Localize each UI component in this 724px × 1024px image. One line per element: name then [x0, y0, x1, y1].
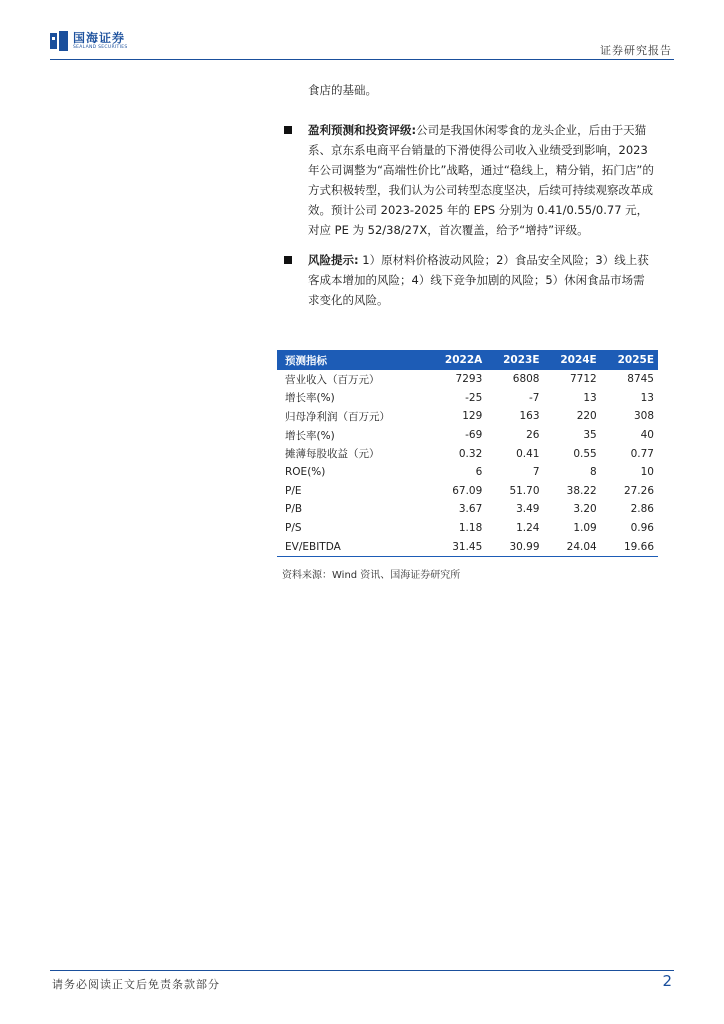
- sealand-logo: [50, 30, 128, 52]
- risk-text: 1）原材料价格波动风险；2）食品安全风险；3）线上获客成本增加的风险；4）线下竞争加剧的风险；5）休闲食品市场需求变化的风险。: [308, 253, 649, 307]
- table-cell: 308: [633, 410, 654, 423]
- table-row: [277, 500, 658, 519]
- table-row: [277, 537, 658, 556]
- table-cell: 7293: [455, 373, 483, 386]
- table-cell: ROE(%): [285, 466, 326, 479]
- table-cell: 26: [526, 429, 540, 442]
- table-cell: 2.86: [630, 503, 654, 516]
- table-header-cell: 2025E: [601, 350, 658, 370]
- risk-paragraph: [308, 250, 656, 310]
- logo-chinese-name: 国海证券: [73, 30, 126, 45]
- table-cell: 归母净利润（百万元）: [285, 410, 390, 423]
- table-cell: 8745: [627, 373, 654, 386]
- table-cell: 6: [475, 466, 483, 479]
- table-cell: 10: [640, 466, 654, 479]
- table-cell: 3.67: [458, 503, 483, 516]
- table-cell: 7: [532, 466, 540, 479]
- table-row: [277, 426, 658, 445]
- table-cell: 27.26: [623, 484, 654, 497]
- forecast-text: 公司是我国休闲零食的龙头企业，后由于天猫系、京东系电商平台销量的下滑使得公司收入业绩受到影响，2023年公司调整为“高端性价比”战略，通过“稳线上，精分销，拓门店”的方式积极转型，我们认为公司转型态度坚决，后续可持续观察改革成效。预计公司 2023-2025 年的 EPS 分别为 0.41/0.55/0.77 元，对应 PE 为 52/38/27X，首次覆盖，给予“增持”评级。: [308, 123, 654, 237]
- table-header-cell: 2024E: [544, 350, 601, 370]
- logo-text: [73, 32, 128, 51]
- table-row: [277, 519, 658, 538]
- table-cell: 67.09: [452, 484, 483, 497]
- table-row: [277, 407, 658, 426]
- table-row: [277, 482, 658, 501]
- table-cell: 0.77: [630, 447, 654, 460]
- table-cell: 增长率(%): [285, 429, 335, 442]
- table-cell: 0.55: [573, 447, 597, 460]
- risk-title: 风险提示:: [308, 253, 359, 267]
- page-number: 2: [662, 972, 672, 990]
- table-cell: 19.66: [601, 537, 658, 556]
- forecast-title: 盈利预测和投资评级:: [308, 123, 417, 137]
- forecast-table: [277, 350, 658, 557]
- table-cell: P/B: [285, 503, 303, 516]
- report-type-label: 证券研究报告: [600, 44, 672, 57]
- table-cell: 1.09: [573, 522, 597, 535]
- bullet-square-icon: [284, 126, 292, 134]
- table-cell: 40: [640, 429, 654, 442]
- table-cell: 3.49: [516, 503, 540, 516]
- intro-line: 食店的基础。: [308, 83, 377, 97]
- table-cell: 增长率(%): [285, 392, 335, 405]
- table-cell: 35: [583, 429, 597, 442]
- table-source-note: 资料来源：Wind 资讯、国海证券研究所: [282, 570, 461, 581]
- table-cell: 0.41: [516, 447, 540, 460]
- table-cell: 31.45: [428, 537, 486, 556]
- table-cell: P/E: [285, 484, 302, 497]
- table-header-cell: 2022A: [428, 350, 486, 370]
- table-cell: 1.24: [516, 522, 540, 535]
- footer-disclaimer: 请务必阅读正文后免责条款部分: [52, 978, 220, 991]
- table-cell: 220: [576, 410, 597, 423]
- bullet-square-icon: [284, 256, 292, 264]
- table-cell: 1.18: [458, 522, 483, 535]
- table-cell: 13: [640, 391, 654, 404]
- table-header-cell: 2023E: [486, 350, 543, 370]
- logo-mark-icon: [50, 31, 68, 51]
- forecast-paragraph: [308, 120, 656, 240]
- footer-divider: [50, 970, 674, 971]
- table-cell: 38.22: [566, 484, 597, 497]
- table-row: [277, 370, 658, 389]
- table-cell: 24.04: [544, 537, 601, 556]
- table-cell: 7712: [570, 373, 597, 386]
- table-cell: P/S: [285, 522, 302, 535]
- table-cell: 营业收入（百万元）: [285, 373, 380, 386]
- table-header-row: [277, 350, 658, 370]
- table-row: [277, 444, 658, 463]
- table-cell: 8: [590, 466, 597, 479]
- table-cell: -25: [465, 391, 483, 404]
- table-cell: 30.99: [486, 537, 543, 556]
- table-cell: 163: [519, 410, 540, 423]
- table-cell: 13: [583, 391, 597, 404]
- table-cell: 摊薄每股收益（元）: [285, 448, 380, 461]
- table-cell: 3.20: [573, 503, 597, 516]
- header-divider: [50, 59, 674, 60]
- table-cell: EV/EBITDA: [277, 537, 428, 556]
- table-cell: 129: [462, 410, 483, 423]
- table-cell: 0.32: [458, 447, 483, 460]
- table-cell: 51.70: [509, 484, 540, 497]
- table-cell: 0.96: [630, 522, 654, 535]
- table-row: [277, 389, 658, 408]
- table-cell: -7: [529, 391, 540, 404]
- logo-english-name: SEALAND SECURITIES: [73, 44, 128, 50]
- table-cell: -69: [465, 429, 483, 442]
- table-row: [277, 463, 658, 482]
- table-cell: 6808: [512, 373, 540, 386]
- table-header-cell: 预测指标: [277, 350, 428, 370]
